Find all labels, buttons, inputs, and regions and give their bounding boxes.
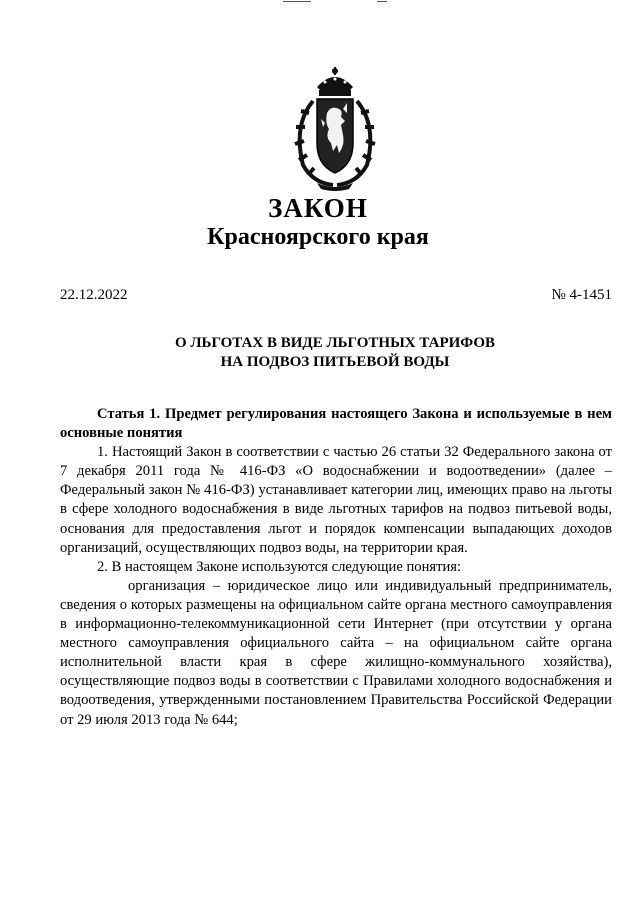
paragraph: 1. Настоящий Закон в соответствии с частью 26 статьи 32 Федерального закона от 7 декабря 2011 года № 416-ФЗ «О водоснабжении и водоотведении» (далее – Федеральный закон № 416-ФЗ) устанавливает категории лиц, имеющих право на льготы в сфере холодного водоснабжения в виде льготных тарифов на подвоз питьевой воды, основания для предоставления льгот и порядок компенсации выпадающих доходов организаций, осуществляющих подвоз воды, на территории края. <box>60 444 612 556</box>
law-heading-line: О ЛЬГОТАХ В ВИДЕ ЛЬГОТНЫХ ТАРИФОВ <box>174 335 496 351</box>
law-heading <box>40 334 630 372</box>
law-title: ЗАКОН <box>268 193 368 223</box>
law-number: № 4-1451 <box>551 287 612 303</box>
krasnoyarsk-coat-of-arms-icon <box>287 65 383 193</box>
law-body <box>60 405 612 730</box>
law-date: 22.12.2022 <box>60 287 128 303</box>
law-heading-line: НА ПОДВОЗ ПИТЬЕВОЙ ВОДЫ <box>220 354 450 370</box>
paragraph: организация – юридическое лицо или индивидуальный предприниматель, сведения о которых размещены на официальном сайте органа местного самоуправления в информационно-телекоммуникационной сети Интернет (при отсутствии у органа местного самоуправления официального сайта – на официальном сайте органа исполнительной власти края в сфере жилищно-коммунального хозяйства), осуществляющие подвоз воды в соответствии с Правилами холодного водоснабжения и водоотведения, утвержденными постановлением Правительства Российской Федерации от 29 июля 2013 года № 644; <box>60 577 612 728</box>
scan-top-marks <box>0 0 636 6</box>
paragraph: 2. В настоящем Законе используются следующие понятия: <box>97 558 462 575</box>
article-heading: Статья 1. Предмет регулирования настоящего Закона и используемые в нем основные понятия <box>60 406 612 442</box>
law-region: Красноярского края <box>207 224 429 250</box>
